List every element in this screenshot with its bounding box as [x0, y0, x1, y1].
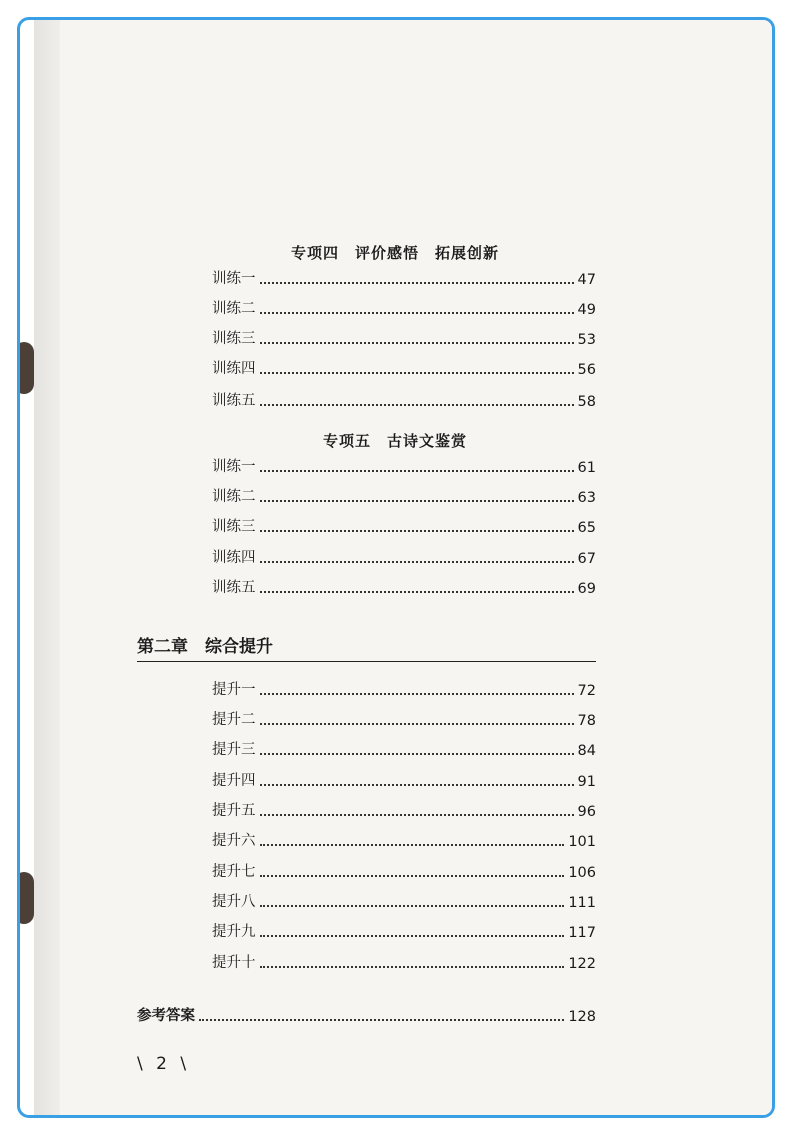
toc-entry-label: 提升一 [212, 682, 256, 698]
binder-clip-top [17, 342, 34, 394]
toc-entry-label: 训练一 [212, 271, 256, 287]
toc-entry-label: 提升八 [212, 894, 256, 910]
toc-entry [212, 739, 596, 759]
toc-entry [212, 547, 596, 567]
toc-entry [212, 516, 596, 536]
toc-entry [212, 891, 596, 911]
binder-clip-bottom [17, 872, 34, 924]
dot-leader [260, 403, 574, 406]
dot-leader [260, 560, 574, 563]
toc-entry-label: 训练五 [212, 580, 256, 596]
toc-entry-label: 参考答案 [137, 1008, 195, 1024]
toc-entry-page: 117 [568, 925, 596, 941]
dot-leader [260, 843, 565, 846]
toc-entry-label: 训练五 [212, 393, 256, 409]
toc-entry-page: 56 [577, 362, 596, 378]
toc-entry-label: 提升七 [212, 864, 256, 880]
toc-entry-label: 提升二 [212, 712, 256, 728]
book-page [60, 20, 772, 1115]
dot-leader [260, 371, 574, 374]
toc-entry [212, 577, 596, 597]
toc-entry-page: 49 [577, 302, 596, 318]
toc-entry-page: 61 [577, 460, 596, 476]
toc-entry-page: 72 [577, 683, 596, 699]
toc-entry-label: 提升三 [212, 742, 256, 758]
toc-entry-answers [137, 1005, 596, 1025]
toc-entry-page: 91 [577, 774, 596, 790]
toc-entry-page: 101 [568, 834, 596, 850]
dot-leader [260, 752, 574, 755]
toc-entry [212, 921, 596, 941]
toc-entry [212, 298, 596, 318]
toc-entry [212, 358, 596, 378]
toc-entry-label: 训练二 [212, 301, 256, 317]
dot-leader [260, 904, 565, 907]
toc-entry-page: 67 [577, 551, 596, 567]
toc-entry-page: 84 [577, 743, 596, 759]
toc-entry-label: 提升六 [212, 833, 256, 849]
dot-leader [260, 934, 565, 937]
toc-entry-page: 65 [577, 520, 596, 536]
dot-leader [260, 590, 574, 593]
toc-entry-label: 训练二 [212, 489, 256, 505]
toc-entry-page: 69 [577, 581, 596, 597]
chapter-title: 第二章 综合提升 [137, 632, 596, 662]
dot-leader [260, 311, 574, 314]
book-spine [34, 20, 61, 1115]
toc-entry-page: 111 [568, 895, 596, 911]
dot-leader [260, 813, 574, 816]
toc-entry [212, 709, 596, 729]
section-title-5: 专项五 古诗文鉴赏 [322, 432, 467, 450]
toc-entry-label: 提升五 [212, 803, 256, 819]
toc-entry [212, 679, 596, 699]
toc-entry-label: 提升九 [212, 924, 256, 940]
dot-leader [199, 1018, 564, 1021]
toc-entry-page: 78 [577, 713, 596, 729]
dot-leader [260, 783, 574, 786]
toc-entry-label: 提升四 [212, 773, 256, 789]
toc-entry-page: 47 [577, 272, 596, 288]
toc-entry [212, 770, 596, 790]
page-number: \ 2 \ [137, 1054, 191, 1074]
toc-entry-page: 96 [577, 804, 596, 820]
toc-entry-label: 训练一 [212, 459, 256, 475]
toc-entry [212, 328, 596, 348]
dot-leader [260, 499, 574, 502]
toc-entry [212, 830, 596, 850]
dot-leader [260, 469, 574, 472]
toc-entry-page: 122 [568, 956, 596, 972]
dot-leader [260, 281, 574, 284]
toc-entry-page: 128 [568, 1009, 596, 1025]
toc-entry-label: 提升十 [212, 955, 256, 971]
toc-entry [212, 486, 596, 506]
toc-entry [212, 861, 596, 881]
toc-entry-label: 训练四 [212, 361, 256, 377]
dot-leader [260, 722, 574, 725]
toc-entry-page: 58 [577, 394, 596, 410]
toc-entry [212, 390, 596, 410]
dot-leader [260, 965, 565, 968]
toc-entry-label: 训练三 [212, 331, 256, 347]
toc-entry-label: 训练三 [212, 519, 256, 535]
dot-leader [260, 692, 574, 695]
section-title-4: 专项四 评价感悟 拓展创新 [290, 244, 499, 262]
toc-entry [212, 268, 596, 288]
dot-leader [260, 874, 565, 877]
toc-entry [212, 800, 596, 820]
toc-entry-page: 63 [577, 490, 596, 506]
toc-entry-page: 53 [577, 332, 596, 348]
dot-leader [260, 341, 574, 344]
toc-entry [212, 456, 596, 476]
toc-entry-label: 训练四 [212, 550, 256, 566]
dot-leader [260, 529, 574, 532]
toc-entry [212, 952, 596, 972]
toc-entry-page: 106 [568, 865, 596, 881]
